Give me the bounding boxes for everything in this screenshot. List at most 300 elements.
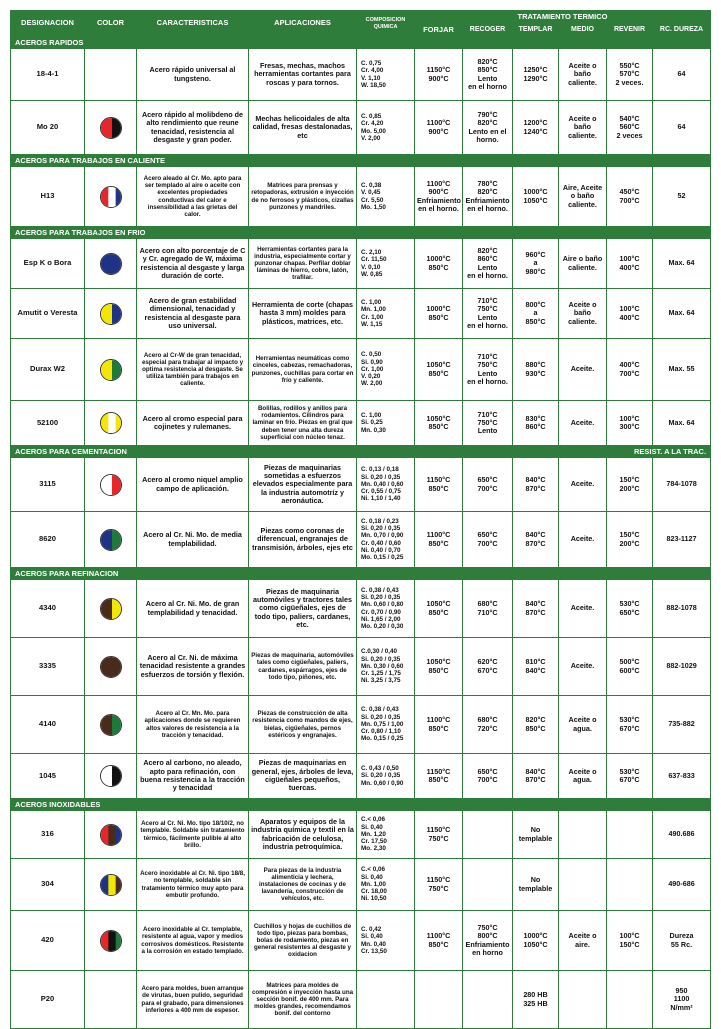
designacion-cell — [11, 49, 85, 101]
dureza-cell-text: 735-882 — [668, 719, 695, 729]
templar-cell-text: 840°C 870°C — [525, 475, 546, 493]
templar-cell — [513, 167, 559, 227]
templar-cell-text: 1000°C 1050°C — [523, 187, 548, 205]
revenir-cell — [607, 339, 653, 401]
revenir-cell — [607, 49, 653, 101]
color-cell — [85, 696, 137, 754]
composicion-cell-text: C. 0,50 Si. 0,90 Cr. 1,00 V. 0,20 W. 2,00 — [361, 351, 384, 388]
color-stripe — [112, 715, 122, 736]
section-right-label: RESIST. A LA TRAC. — [633, 447, 707, 456]
dureza-cell — [653, 696, 711, 754]
templar-cell-text: No templable — [518, 875, 553, 893]
caracteristicas-cell — [137, 239, 249, 289]
recoger-cell — [463, 401, 513, 446]
dureza-cell-text: 882-1078 — [666, 603, 697, 613]
color-stripe — [101, 825, 109, 846]
revenir-cell — [607, 580, 653, 638]
color-code-icon — [100, 303, 122, 325]
recoger-cell-text: 790°C 820°C Lento en el horno. — [468, 109, 507, 144]
forjar-cell — [415, 859, 463, 911]
color-stripe — [101, 254, 122, 275]
dureza-cell — [653, 580, 711, 638]
templar-cell-text: 1000°C 1050°C — [523, 931, 548, 949]
steel-row — [11, 696, 711, 754]
forjar-cell-text: 1100°C 900°C — [426, 118, 451, 136]
color-stripe — [112, 530, 122, 551]
medio-cell-text: Aceite o baño caliente. — [568, 300, 597, 326]
color-cell — [85, 458, 137, 512]
color-cell — [85, 289, 137, 339]
color-stripe — [115, 931, 121, 952]
designacion-cell-text: 4340 — [39, 603, 56, 613]
color-code-icon — [100, 412, 122, 434]
templar-cell — [513, 971, 559, 1029]
templar-cell — [513, 49, 559, 101]
medio-cell-text: Aceite. — [570, 534, 595, 544]
medio-cell-text: Aceite. — [570, 364, 595, 374]
forjar-cell-text: 1050°C 850°C — [426, 360, 451, 378]
forjar-cell-text: 1150°C 750°C — [426, 825, 451, 843]
templar-cell — [513, 239, 559, 289]
header-revenir: REVENIR — [607, 24, 653, 37]
section-title-cell — [11, 568, 711, 580]
color-cell — [85, 339, 137, 401]
steel-row — [11, 49, 711, 101]
composicion-cell-text: C. 0,38 / 0,43 Si. 0,20 / 0,35 Mn. 0,60 / 0,80 Cr. 0,70 / 0,90 Ni. 1,65 / 2,00 Mo. 0,20 / 0,30 — [361, 586, 404, 630]
section-title: ACEROS RAPIDOS — [15, 38, 84, 47]
composicion-cell — [357, 401, 415, 446]
dureza-cell-text: Max. 64 — [668, 308, 695, 318]
medio-cell-text: Aceite. — [570, 479, 595, 489]
medio-cell — [559, 811, 607, 859]
revenir-cell — [607, 167, 653, 227]
dureza-cell — [653, 458, 711, 512]
medio-cell-text: Aceite. — [570, 417, 595, 427]
color-stripe — [101, 931, 109, 952]
forjar-cell — [415, 580, 463, 638]
templar-cell-text: 810°C 840°C — [525, 657, 546, 675]
designacion-cell — [11, 167, 85, 227]
dureza-cell-text: Dureza 55 Rc. — [669, 931, 694, 949]
color-code-icon — [100, 874, 122, 896]
composicion-cell-text: C. 0,42 Si. 0,40 Mn. 0,40 Cr. 13,50 — [361, 926, 387, 955]
aplicaciones-cell — [249, 911, 357, 971]
composicion-cell — [357, 580, 415, 638]
steel-row — [11, 911, 711, 971]
dureza-cell-text: 64 — [677, 69, 686, 79]
revenir-cell — [607, 971, 653, 1029]
forjar-cell-text: 1100°C 900°C Enfriamiento en el horno. — [417, 178, 461, 213]
medio-cell-text: Aceite o baño caliente. — [568, 114, 597, 140]
recoger-cell — [463, 859, 513, 911]
caracteristicas-cell-text: Acero al Cr. Ni. Mo. de gran templabilidad y tenacidad. — [145, 599, 240, 617]
color-cell — [85, 101, 137, 155]
color-stripe — [112, 599, 122, 620]
medio-cell-text: Aceite. — [570, 603, 595, 613]
revenir-cell-text: 100°C 150°C — [619, 931, 640, 949]
revenir-cell — [607, 638, 653, 696]
caracteristicas-cell — [137, 911, 249, 971]
caracteristicas-cell-text: Acero para moldes, buen arranque de virutas, buen pulido, seguridad para el grabado, para dimensiones inferiores a 400 mm de espesor. — [141, 985, 244, 1014]
dureza-cell-text: 490-686 — [668, 879, 695, 889]
templar-cell-text: 840°C 870°C — [525, 530, 546, 548]
designacion-cell-text: 4140 — [39, 719, 56, 729]
color-stripe — [101, 118, 113, 139]
recoger-cell — [463, 580, 513, 638]
revenir-cell-text: 550°C 570°C 2 veces. — [615, 61, 644, 87]
designacion-cell — [11, 580, 85, 638]
section-title: ACEROS PARA CEMENTACION — [15, 447, 127, 456]
steel-row — [11, 754, 711, 799]
designacion-cell-text: 304 — [41, 879, 54, 889]
composicion-cell-text: C.< 0,06 Si. 0,40 Mn. 1,20 Cr. 17,50 Mo. 2,30 — [361, 816, 387, 853]
aplicaciones-cell — [249, 811, 357, 859]
templar-cell — [513, 859, 559, 911]
designacion-cell — [11, 101, 85, 155]
designacion-cell — [11, 458, 85, 512]
color-cell — [85, 638, 137, 696]
forjar-cell-text: 1100°C 850°C — [426, 530, 451, 548]
designacion-cell — [11, 339, 85, 401]
forjar-cell — [415, 339, 463, 401]
recoger-cell-text: 680°C 710°C — [477, 599, 498, 617]
designacion-cell — [11, 239, 85, 289]
revenir-cell — [607, 754, 653, 799]
color-stripe — [115, 187, 121, 208]
medio-cell — [559, 859, 607, 911]
recoger-cell — [463, 101, 513, 155]
caracteristicas-cell-text: Acero al carbono, no aleado, apto para refinación, con buena resistencia a la tracción y tenacidad — [140, 758, 245, 793]
recoger-cell — [463, 696, 513, 754]
revenir-cell — [607, 401, 653, 446]
recoger-cell-text: 750°C 800°C Enfriamiento en horno — [465, 922, 510, 957]
composicion-cell — [357, 971, 415, 1029]
caracteristicas-cell-text: Acero al Cr. Mn. Mo. para aplicaciones donde se requieren altos valores de resistencia a la tracción y tenacidad. — [144, 710, 241, 739]
medio-cell — [559, 167, 607, 227]
composicion-cell — [357, 911, 415, 971]
recoger-cell-text: 680°C 720°C — [477, 715, 498, 733]
dureza-cell — [653, 167, 711, 227]
revenir-cell-text: 530°C 670°C — [619, 715, 640, 733]
steel-row — [11, 811, 711, 859]
aplicaciones-cell-text: Bolillas, rodillos y anillos para rodamientos. Cilindros para laminar en frío. Piezas en gral que deben tener una alta dureza superficial con núcleo tenaz. — [252, 405, 353, 441]
steel-table-body — [11, 37, 711, 1029]
designacion-cell — [11, 754, 85, 799]
color-code-icon — [100, 598, 122, 620]
steel-row — [11, 638, 711, 696]
forjar-cell — [415, 754, 463, 799]
recoger-cell — [463, 971, 513, 1029]
caracteristicas-cell-text: Acero inoxidable al Cr. templable, resistente al agua, vapor y medios corrosivos domésticos. Resistente a la corrosión en estado templado. — [141, 926, 244, 955]
header-caracteristicas: CARACTERISTICAS — [137, 11, 249, 37]
recoger-cell — [463, 239, 513, 289]
revenir-cell-text: 400°C 700°C — [619, 360, 640, 378]
steel-row — [11, 239, 711, 289]
composicion-cell-text: C. 2,10 Cr. 11,50 V. 0,10 W. 0,85 — [361, 249, 387, 278]
color-stripe — [115, 875, 121, 896]
color-code-icon — [100, 656, 122, 678]
medio-cell-text: Aire o baño caliente. — [562, 254, 603, 272]
composicion-cell — [357, 512, 415, 568]
dureza-cell-text: Max. 64 — [668, 417, 695, 427]
medio-cell — [559, 512, 607, 568]
caracteristicas-cell — [137, 754, 249, 799]
aplicaciones-cell-text: Herramientas cortantes para la industria, especialmente cortar y punzonar chapas. Perfilar doblar láminas de hierro, cobre, latón, trafilar. — [254, 245, 351, 282]
templar-cell — [513, 101, 559, 155]
designacion-cell — [11, 859, 85, 911]
caracteristicas-cell — [137, 458, 249, 512]
designacion-cell-text: 3115 — [39, 479, 56, 489]
revenir-cell — [607, 911, 653, 971]
medio-cell — [559, 754, 607, 799]
revenir-cell-text: 100°C 300°C — [619, 413, 640, 431]
designacion-cell-text: P20 — [40, 994, 55, 1004]
aplicaciones-cell-text: Piezas de maquinaria, automóviles tales como cigüeñales, paliers, cardanes, espárragos, ejes de todo tipo, piñones, etc. — [251, 652, 354, 681]
color-stripe — [108, 825, 116, 846]
caracteristicas-cell — [137, 580, 249, 638]
templar-cell — [513, 638, 559, 696]
recoger-cell-text: 710°C 750°C Lento en el horno. — [467, 351, 508, 386]
revenir-cell-text: 450°C 700°C — [619, 187, 640, 205]
color-stripe — [112, 304, 122, 325]
medio-cell — [559, 580, 607, 638]
dureza-cell-text: 490.686 — [668, 829, 695, 839]
designacion-cell — [11, 638, 85, 696]
dureza-cell — [653, 811, 711, 859]
recoger-cell-text: 650°C 700°C — [477, 475, 498, 493]
templar-cell-text: 820°C 850°C — [525, 715, 546, 733]
color-stripe — [115, 413, 121, 434]
aplicaciones-cell — [249, 167, 357, 227]
section-header — [11, 568, 711, 580]
forjar-cell-text: 1050°C 850°C — [426, 657, 451, 675]
designacion-cell — [11, 811, 85, 859]
aplicaciones-cell-text: Aparatos y equipos de la industria química y textil en la fabricación de celulosa, industria petroquímica. — [251, 816, 354, 851]
recoger-cell-text: 820°C 850°C Lento en el horno — [468, 56, 507, 91]
aplicaciones-cell — [249, 339, 357, 401]
aplicaciones-cell-text: Piezas como coronas de diferencual, engranajes de transmisión, árboles, ejes etc — [252, 526, 353, 552]
caracteristicas-cell — [137, 512, 249, 568]
templar-cell — [513, 696, 559, 754]
revenir-cell — [607, 239, 653, 289]
header-dureza: RC. DUREZA — [653, 24, 711, 37]
color-code-icon — [100, 714, 122, 736]
color-stripe — [108, 875, 116, 896]
medio-cell-text: Aceite o aire. — [568, 931, 597, 949]
color-stripe — [101, 715, 113, 736]
recoger-cell — [463, 167, 513, 227]
composicion-cell-text: C. 0,85 Cr. 4,20 Mo. 5,00 V. 2,00 — [361, 113, 386, 142]
composicion-cell — [357, 339, 415, 401]
forjar-cell-text: 1100°C 850°C — [426, 931, 451, 949]
section-title-cell — [11, 799, 711, 811]
caracteristicas-cell-text: Acero aleado al Cr. Mo. apto para ser templado al aire o aceite con excelentes propiedades conductivas del calor e insensibilidad a las grietas del calor. — [143, 175, 242, 218]
medio-cell — [559, 638, 607, 696]
recoger-cell-text: 780°C 820°C Enfriamiento en el horno. — [465, 178, 510, 213]
revenir-cell-text: 150°C 200°C — [619, 530, 640, 548]
section-title: ACEROS PARA REFINACION — [15, 569, 119, 578]
forjar-cell — [415, 638, 463, 696]
designacion-cell — [11, 911, 85, 971]
dureza-cell-text: 882-1029 — [666, 661, 697, 671]
recoger-cell — [463, 458, 513, 512]
templar-cell — [513, 458, 559, 512]
composicion-cell — [357, 239, 415, 289]
section-title-cell — [11, 446, 711, 458]
color-cell — [85, 401, 137, 446]
revenir-cell — [607, 458, 653, 512]
aplicaciones-cell-text: Piezas de maquinaria automóviles y tractores tales como cigüeñales, ejes de todo tipo, paliers, cardanes, etc. — [252, 586, 353, 629]
section-title-cell — [11, 37, 711, 49]
dureza-cell — [653, 239, 711, 289]
header-composicion: COMPOSICION QUIMICA — [357, 11, 415, 37]
forjar-cell-text: 1150°C 850°C — [426, 766, 451, 784]
caracteristicas-cell — [137, 696, 249, 754]
aplicaciones-cell — [249, 580, 357, 638]
composicion-cell — [357, 638, 415, 696]
steel-row — [11, 580, 711, 638]
header-tratamiento: TRATAMIENTO TERMICO — [415, 11, 711, 24]
color-cell — [85, 971, 137, 1029]
steel-row — [11, 859, 711, 911]
designacion-cell-text: Mo 20 — [36, 122, 59, 132]
header-aplicaciones: APLICACIONES — [249, 11, 357, 37]
caracteristicas-cell-text: Acero al Cr-W de gran tenacidad, especial para trabajar al impacto y optima resistencia al desgaste. Se utiliza también para trabajos en caliente. — [141, 351, 244, 388]
templar-cell-text: 280 HB 325 HB — [523, 990, 548, 1008]
composicion-cell — [357, 289, 415, 339]
dureza-cell — [653, 49, 711, 101]
color-stripe — [112, 118, 122, 139]
medio-cell — [559, 911, 607, 971]
steel-row — [11, 167, 711, 227]
steel-row — [11, 458, 711, 512]
caracteristicas-cell — [137, 101, 249, 155]
templar-cell — [513, 580, 559, 638]
medio-cell-text: Aire, Aceite o baño caliente. — [562, 183, 603, 209]
templar-cell-text: 880°C 930°C — [525, 360, 546, 378]
dureza-cell — [653, 101, 711, 155]
section-header — [11, 446, 711, 458]
color-stripe — [101, 875, 109, 896]
designacion-cell-text: 18-4-1 — [36, 69, 59, 79]
caracteristicas-cell — [137, 289, 249, 339]
medio-cell-text: Aceite o agua. — [568, 715, 597, 733]
recoger-cell — [463, 754, 513, 799]
aplicaciones-cell — [249, 458, 357, 512]
composicion-cell-text: C. 0,38 / 0,43 Si. 0,20 / 0,35 Mn. 0,75 / 1,00 Cr. 0,80 / 1,10 Mo. 0,15 / 0,25 — [361, 706, 404, 743]
aplicaciones-cell-text: Piezas de construcción de alta resistencia como mandos de ejes, bielas, cigüeñales, pernos estéricos y engranajes. — [252, 710, 353, 739]
aplicaciones-cell — [249, 696, 357, 754]
templar-cell — [513, 911, 559, 971]
aplicaciones-cell — [249, 859, 357, 911]
section-header — [11, 155, 711, 167]
designacion-cell-text: 52100 — [36, 417, 59, 427]
aplicaciones-cell-text: Piezas de maquinarias en general, ejes, árboles de leva, cigüeñales pequeños, tuercas. — [251, 758, 354, 793]
aplicaciones-cell — [249, 638, 357, 696]
color-cell — [85, 239, 137, 289]
recoger-cell — [463, 289, 513, 339]
color-cell — [85, 811, 137, 859]
color-stripe — [112, 475, 122, 496]
medio-cell — [559, 401, 607, 446]
revenir-cell-text: 540°C 560°C 2 veces — [616, 114, 643, 140]
medio-cell — [559, 289, 607, 339]
forjar-cell-text: 1150°C 900°C — [426, 65, 451, 83]
composicion-cell — [357, 49, 415, 101]
aplicaciones-cell-text: Herramientas neumáticas como cinceles, cabezas, remachadoras, punzones, cuchillas para cortar en frío y caliente. — [251, 355, 354, 384]
revenir-cell-text: 530°C 670°C — [619, 766, 640, 784]
revenir-cell — [607, 859, 653, 911]
color-stripe — [101, 657, 122, 678]
templar-cell-text: 800°C a 850°C — [525, 300, 546, 326]
templar-cell-text: 840°C 870°C — [525, 766, 546, 784]
steel-row — [11, 339, 711, 401]
forjar-cell — [415, 401, 463, 446]
templar-cell-text: 840°C 870°C — [525, 599, 546, 617]
section-header — [11, 799, 711, 811]
dureza-cell — [653, 911, 711, 971]
recoger-cell-text: 820°C 860°C Lento en el horno. — [467, 245, 508, 280]
color-stripe — [101, 530, 113, 551]
color-code-icon — [100, 824, 122, 846]
header-medio: MEDIO — [559, 24, 607, 37]
medio-cell — [559, 971, 607, 1029]
templar-cell-text: No templable — [518, 825, 553, 843]
designacion-cell-text: 1045 — [39, 770, 56, 780]
forjar-cell — [415, 811, 463, 859]
caracteristicas-cell-text: Acero rápido universal al tungsteno. — [149, 65, 236, 83]
designacion-cell-text: 420 — [41, 935, 54, 945]
aplicaciones-cell-text: Herramienta de corte (chapas hasta 3 mm) moldes para plásticos, matrices, etc. — [251, 300, 354, 326]
caracteristicas-cell — [137, 971, 249, 1029]
aplicaciones-cell-text: Para piezas de la industria alimenticia y lechera, instalaciones de cocinas y de lavandería, construcción de vehículos, etc. — [258, 866, 346, 903]
color-code-icon — [100, 359, 122, 381]
dureza-cell — [653, 512, 711, 568]
dureza-cell — [653, 289, 711, 339]
revenir-cell-text: 500°C 600°C — [619, 657, 640, 675]
header-recoger: RECOGER — [463, 24, 513, 37]
recoger-cell — [463, 811, 513, 859]
caracteristicas-cell-text: Acero inoxidable al Cr. Ni. tipo 18/8, no templable, soldable sin tratamiento térmico muy apto para embutir profundo. — [140, 870, 245, 899]
dureza-cell-text: 823-1127 — [666, 534, 697, 544]
medio-cell-text: Aceite o agua. — [568, 766, 597, 784]
caracteristicas-cell — [137, 638, 249, 696]
revenir-cell — [607, 289, 653, 339]
designacion-cell — [11, 289, 85, 339]
recoger-cell-text: 650°C 700°C — [477, 530, 498, 548]
aplicaciones-cell-text: Cuchillos y hojas de cuchillos de todo tipo, piezas para bombas, bolas de rodamiento, piezas en general resistentes al desgaste y oxidacion — [253, 922, 352, 959]
designacion-cell-text: Durax W2 — [29, 364, 66, 374]
header-templar: TEMPLAR — [513, 24, 559, 37]
color-cell — [85, 167, 137, 227]
templar-cell-text: 960°C a 980°C — [525, 250, 546, 276]
steel-table-sheet — [10, 10, 710, 1029]
designacion-cell-text: 3335 — [39, 661, 56, 671]
aplicaciones-cell — [249, 971, 357, 1029]
caracteristicas-cell-text: Acero al cromo niquel amplio campo de aplicación. — [142, 475, 243, 493]
forjar-cell-text: 1050°C 850°C — [426, 599, 451, 617]
aplicaciones-cell-text: Matrices para prensas y retopadoras, extrusión e inyección de no ferrosos y plásticos, cizallas punzones y mandriles. — [251, 182, 354, 211]
aplicaciones-cell-text: Fresas, mechas, machos herramientas cortantes para roscas y para tornos. — [254, 61, 351, 87]
dureza-cell-text: 950 1100 N/mm² — [670, 986, 693, 1012]
dureza-cell-text: 64 — [677, 122, 686, 132]
composicion-cell-text: C.0,30 / 0,40 Si. 0,20 / 0,35 Mn. 0,30 / 0,60 Cr. 1,25 / 1,75 Ni. 3,25 / 3,75 — [361, 648, 404, 685]
forjar-cell — [415, 458, 463, 512]
dureza-cell-text: 637-833 — [668, 770, 695, 780]
composicion-cell — [357, 859, 415, 911]
color-stripe — [108, 187, 116, 208]
composicion-cell-text: C. 0,75 Cr. 4,00 V. 1,10 W. 18,50 — [361, 60, 386, 89]
